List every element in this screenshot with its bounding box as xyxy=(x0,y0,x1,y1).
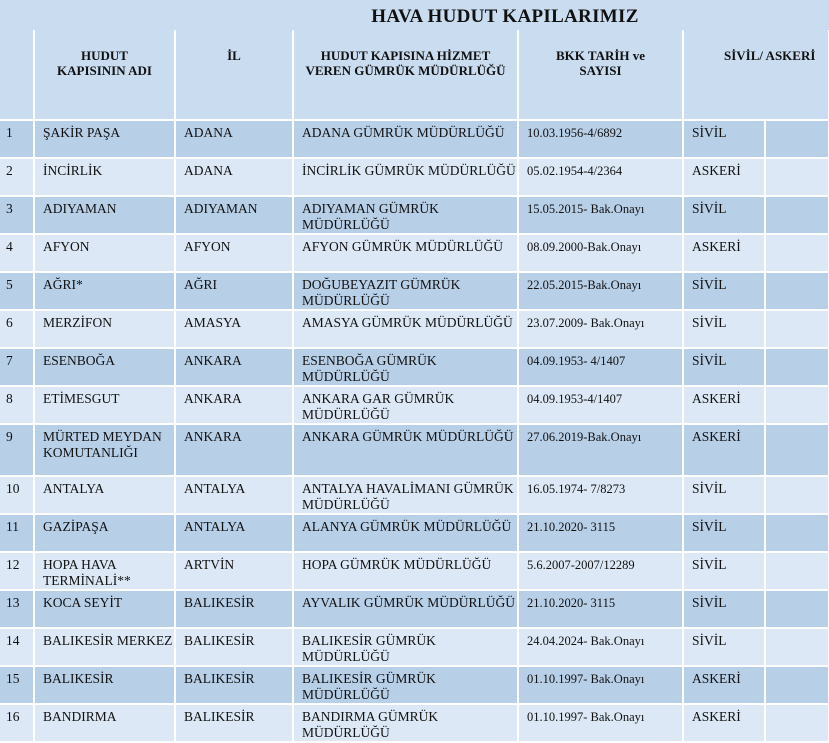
province: ANTALYA xyxy=(175,514,293,552)
gate-name: ANTALYA xyxy=(34,476,175,514)
empty-cell xyxy=(765,476,829,514)
row-number: 13 xyxy=(0,590,34,628)
decree-date: 21.10.2020- 3115 xyxy=(518,514,683,552)
row-number: 10 xyxy=(0,476,34,514)
province: ANKARA xyxy=(175,386,293,424)
province: ANKARA xyxy=(175,424,293,476)
row-number: 4 xyxy=(0,234,34,272)
customs-office: DOĞUBEYAZIT GÜMRÜK MÜDÜRLÜĞÜ xyxy=(293,272,518,310)
row-number: 9 xyxy=(0,424,34,476)
province: ADANA xyxy=(175,158,293,196)
province: BALIKESİR xyxy=(175,628,293,666)
empty-cell xyxy=(765,666,829,704)
province: BALIKESİR xyxy=(175,666,293,704)
row-number: 5 xyxy=(0,272,34,310)
table-row xyxy=(0,476,829,514)
customs-office: ESENBOĞA GÜMRÜK MÜDÜRLÜĞÜ xyxy=(293,348,518,386)
gate-type: SİVİL xyxy=(683,552,765,590)
table-row xyxy=(0,552,829,590)
header-tur: SİVİL/ ASKERİ xyxy=(683,30,829,120)
gate-type: SİVİL xyxy=(683,310,765,348)
gate-type: SİVİL xyxy=(683,348,765,386)
gate-type: SİVİL xyxy=(683,272,765,310)
table-row xyxy=(0,234,829,272)
row-number: 6 xyxy=(0,310,34,348)
table-row xyxy=(0,704,829,742)
border-gates-table xyxy=(0,30,829,743)
customs-office: BALIKESİR GÜMRÜK MÜDÜRLÜĞÜ xyxy=(293,666,518,704)
row-number: 1 xyxy=(0,120,34,158)
decree-date: 27.06.2019-Bak.Onayı xyxy=(518,424,683,476)
row-number: 7 xyxy=(0,348,34,386)
gate-name: AĞRI* xyxy=(34,272,175,310)
province: BALIKESİR xyxy=(175,704,293,742)
customs-office: ANKARA GAR GÜMRÜK MÜDÜRLÜĞÜ xyxy=(293,386,518,424)
gate-name: BALIKESİR xyxy=(34,666,175,704)
decree-date: 04.09.1953-4/1407 xyxy=(518,386,683,424)
row-number: 14 xyxy=(0,628,34,666)
row-number: 3 xyxy=(0,196,34,234)
customs-office: İNCİRLİK GÜMRÜK MÜDÜRLÜĞÜ xyxy=(293,158,518,196)
empty-cell xyxy=(765,310,829,348)
header-gumruk: HUDUT KAPISINA HİZMET VEREN GÜMRÜK MÜDÜRLÜĞÜ xyxy=(293,30,518,120)
gate-type: SİVİL xyxy=(683,196,765,234)
empty-cell xyxy=(765,704,829,742)
province: ADIYAMAN xyxy=(175,196,293,234)
row-number: 2 xyxy=(0,158,34,196)
table-row xyxy=(0,348,829,386)
empty-cell xyxy=(765,348,829,386)
gate-type: ASKERİ xyxy=(683,666,765,704)
empty-cell xyxy=(765,628,829,666)
empty-cell xyxy=(765,196,829,234)
decree-date: 01.10.1997- Bak.Onayı xyxy=(518,666,683,704)
gate-type: SİVİL xyxy=(683,590,765,628)
gate-name: ADIYAMAN xyxy=(34,196,175,234)
decree-date: 05.02.1954-4/2364 xyxy=(518,158,683,196)
decree-date: 22.05.2015-Bak.Onayı xyxy=(518,272,683,310)
customs-office: BANDIRMA GÜMRÜK MÜDÜRLÜĞÜ xyxy=(293,704,518,742)
decree-date: 24.04.2024- Bak.Onayı xyxy=(518,628,683,666)
gate-name: MÜRTED MEYDAN KOMUTANLIĞI xyxy=(34,424,175,476)
row-number: 16 xyxy=(0,704,34,742)
customs-office: ALANYA GÜMRÜK MÜDÜRLÜĞÜ xyxy=(293,514,518,552)
gate-name: BANDIRMA xyxy=(34,704,175,742)
decree-date: 21.10.2020- 3115 xyxy=(518,590,683,628)
customs-office: ANTALYA HAVALİMANI GÜMRÜK MÜDÜRLÜĞÜ xyxy=(293,476,518,514)
customs-office: AYVALIK GÜMRÜK MÜDÜRLÜĞÜ xyxy=(293,590,518,628)
customs-office: BALIKESİR GÜMRÜK MÜDÜRLÜĞÜ xyxy=(293,628,518,666)
customs-office: HOPA GÜMRÜK MÜDÜRLÜĞÜ xyxy=(293,552,518,590)
province: ANKARA xyxy=(175,348,293,386)
gate-type: ASKERİ xyxy=(683,704,765,742)
header-no xyxy=(0,30,34,120)
gate-type: SİVİL xyxy=(683,476,765,514)
row-number: 12 xyxy=(0,552,34,590)
empty-cell xyxy=(765,424,829,476)
province: BALIKESİR xyxy=(175,590,293,628)
gate-name: BALIKESİR MERKEZ xyxy=(34,628,175,666)
empty-cell xyxy=(765,590,829,628)
page-title: HAVA HUDUT KAPILARIMIZ xyxy=(371,6,639,27)
customs-office: AMASYA GÜMRÜK MÜDÜRLÜĞÜ xyxy=(293,310,518,348)
gate-type: SİVİL xyxy=(683,628,765,666)
table-row xyxy=(0,628,829,666)
empty-cell xyxy=(765,386,829,424)
decree-date: 04.09.1953- 4/1407 xyxy=(518,348,683,386)
gate-type: ASKERİ xyxy=(683,424,765,476)
table-row xyxy=(0,386,829,424)
table-row xyxy=(0,196,829,234)
province: ADANA xyxy=(175,120,293,158)
empty-cell xyxy=(765,234,829,272)
province: AMASYA xyxy=(175,310,293,348)
gate-type: ASKERİ xyxy=(683,386,765,424)
decree-date: 08.09.2000-Bak.Onayı xyxy=(518,234,683,272)
title-bar xyxy=(0,0,829,30)
row-number: 15 xyxy=(0,666,34,704)
gate-name: ESENBOĞA xyxy=(34,348,175,386)
customs-office: ADANA GÜMRÜK MÜDÜRLÜĞÜ xyxy=(293,120,518,158)
decree-date: 5.6.2007-2007/12289 xyxy=(518,552,683,590)
customs-office: AFYON GÜMRÜK MÜDÜRLÜĞÜ xyxy=(293,234,518,272)
gate-name: MERZİFON xyxy=(34,310,175,348)
gate-name: ŞAKİR PAŞA xyxy=(34,120,175,158)
table-row xyxy=(0,272,829,310)
province: ANTALYA xyxy=(175,476,293,514)
header-name: HUDUT KAPISININ ADI xyxy=(34,30,175,120)
decree-date: 01.10.1997- Bak.Onayı xyxy=(518,704,683,742)
province: AĞRI xyxy=(175,272,293,310)
decree-date: 16.05.1974- 7/8273 xyxy=(518,476,683,514)
decree-date: 10.03.1956-4/6892 xyxy=(518,120,683,158)
province: ARTVİN xyxy=(175,552,293,590)
row-number: 11 xyxy=(0,514,34,552)
header-bkk: BKK TARİH ve SAYISI xyxy=(518,30,683,120)
customs-office: ANKARA GÜMRÜK MÜDÜRLÜĞÜ xyxy=(293,424,518,476)
table-row xyxy=(0,424,829,476)
empty-cell xyxy=(765,552,829,590)
decree-date: 23.07.2009- Bak.Onayı xyxy=(518,310,683,348)
customs-office: ADIYAMAN GÜMRÜK MÜDÜRLÜĞÜ xyxy=(293,196,518,234)
header-row xyxy=(0,30,829,120)
table-row xyxy=(0,514,829,552)
header-il: İL xyxy=(175,30,293,120)
gate-name: HOPA HAVA TERMİNALİ** xyxy=(34,552,175,590)
gate-type: ASKERİ xyxy=(683,158,765,196)
table-row xyxy=(0,310,829,348)
gate-name: ETİMESGUT xyxy=(34,386,175,424)
gate-type: ASKERİ xyxy=(683,234,765,272)
gate-name: AFYON xyxy=(34,234,175,272)
decree-date: 15.05.2015- Bak.Onayı xyxy=(518,196,683,234)
empty-cell xyxy=(765,158,829,196)
gate-name: KOCA SEYİT xyxy=(34,590,175,628)
gate-name: İNCİRLİK xyxy=(34,158,175,196)
gate-name: GAZİPAŞA xyxy=(34,514,175,552)
province: AFYON xyxy=(175,234,293,272)
empty-cell xyxy=(765,272,829,310)
table-row xyxy=(0,590,829,628)
row-number: 8 xyxy=(0,386,34,424)
empty-cell xyxy=(765,514,829,552)
table-row xyxy=(0,158,829,196)
empty-cell xyxy=(765,120,829,158)
table-row xyxy=(0,120,829,158)
gate-type: SİVİL xyxy=(683,120,765,158)
table-row xyxy=(0,666,829,704)
gate-type: SİVİL xyxy=(683,514,765,552)
